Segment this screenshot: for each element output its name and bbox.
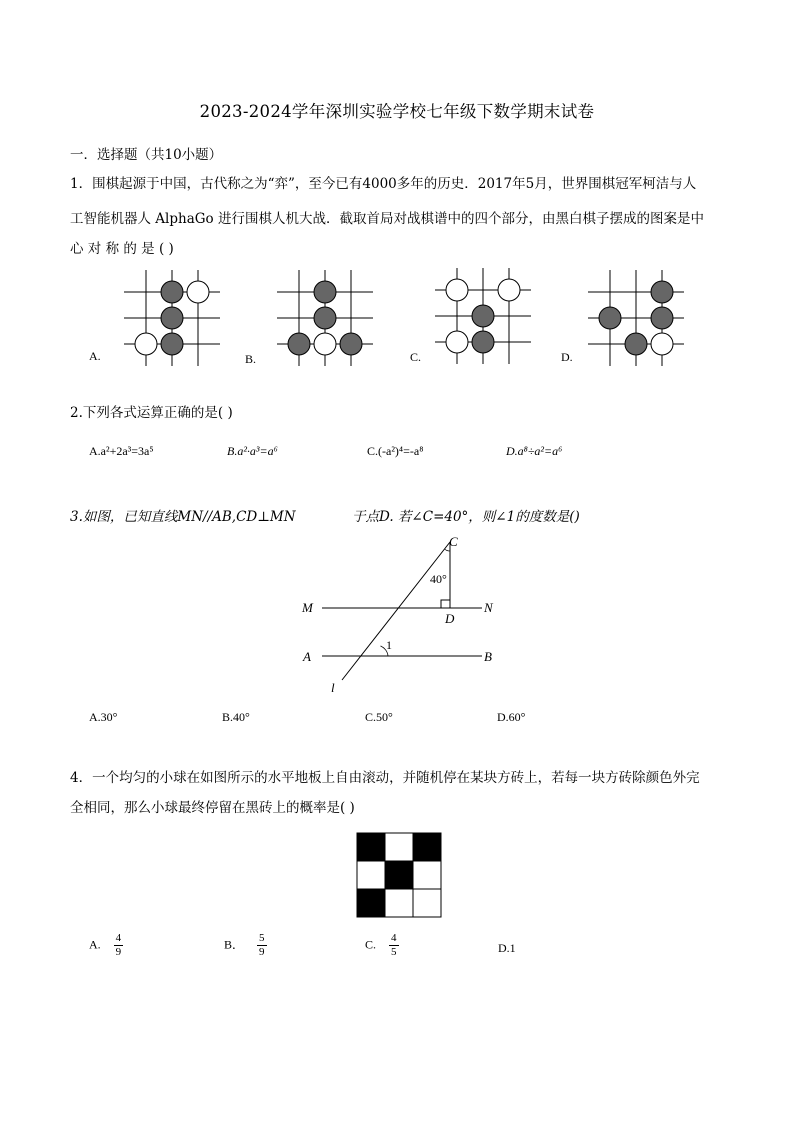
q4-line-1: 4．一个均匀的小球在如图所示的水平地板上自由滚动，并随机停在某块方砖上，若每一块方砖除颜色外完: [70, 770, 700, 786]
black-stone: [340, 333, 362, 355]
white-tile: [385, 889, 413, 917]
q2-option-b[interactable]: B.a²·a³=a⁶: [227, 444, 278, 458]
q1-option-a[interactable]: A.: [89, 349, 101, 363]
go-board-d: [588, 270, 684, 366]
numerator: 4: [115, 932, 122, 944]
black-stone: [472, 305, 494, 327]
label-n: N: [484, 600, 493, 615]
q1-option-d[interactable]: D.: [561, 350, 573, 364]
white-tile: [413, 861, 441, 889]
white-stone: [446, 331, 468, 353]
black-stone: [472, 331, 494, 353]
white-stone: [651, 333, 673, 355]
white-stone: [446, 279, 468, 301]
go-board-b: [277, 270, 373, 366]
black-stone: [161, 307, 183, 329]
label-m: M: [302, 600, 313, 615]
q4-option-a-label: A.: [89, 937, 101, 952]
label-40-degree: 40°: [430, 572, 447, 586]
white-tile: [385, 833, 413, 861]
black-stone: [288, 333, 310, 355]
q3-option-a[interactable]: A.30°: [89, 710, 118, 724]
white-stone: [314, 333, 336, 355]
go-board-c: [435, 268, 531, 364]
label-l: l: [331, 680, 335, 695]
q4-option-c[interactable]: [365, 932, 399, 959]
denominator: 5: [391, 946, 397, 958]
label-b: B: [484, 649, 492, 664]
black-stone: [314, 307, 336, 329]
black-stone: [161, 333, 183, 355]
black-stone: [651, 281, 673, 303]
q1-option-b[interactable]: B.: [245, 352, 257, 366]
q4-option-b[interactable]: [224, 932, 267, 959]
go-board-a: [124, 270, 220, 366]
q4-option-a[interactable]: [89, 932, 123, 959]
q3-option-d[interactable]: D.60°: [497, 710, 526, 724]
white-stone: [498, 279, 520, 301]
q1-line-1: 1．围棋起源于中国，古代称之为“弈”，至今已有4000多年的历史．2017年5月，世界围棋冠军柯洁与人: [70, 176, 697, 192]
right-angle-mark: [441, 600, 450, 608]
go-board-figures: [0, 260, 794, 370]
white-stone: [135, 333, 157, 355]
q1-line-2: 工智能机器人 AlphaGo 进行围棋人机大战．截取首局对战棋谱中的四个部分，由黑白棋子摆成的图案是中: [70, 211, 704, 227]
black-stone: [625, 333, 647, 355]
black-tile: [357, 889, 385, 917]
q3-stem-part-2: 于点D. 若∠C=40°，则∠1的度数是(): [352, 509, 580, 525]
q2-option-d[interactable]: D.a⁸÷a²=a⁶: [506, 444, 563, 458]
black-stone: [599, 307, 621, 329]
white-tile: [357, 861, 385, 889]
black-tile: [357, 833, 385, 861]
q3-stem-part-1: 3.如图，已知直线MN//AB,CD⊥MN: [70, 509, 296, 525]
black-tile: [413, 833, 441, 861]
section-heading: 一．选择题（共10小题）: [70, 147, 223, 163]
label-a: A: [303, 649, 311, 664]
q4-option-b-fraction: [257, 932, 267, 959]
black-stone: [651, 307, 673, 329]
q4-option-c-label: C.: [365, 937, 377, 952]
q4-line-2: 全相同，那么小球最终停留在黑砖上的概率是( ): [70, 800, 355, 816]
label-angle-1: 1: [386, 638, 392, 652]
q4-option-d[interactable]: D.1: [498, 941, 516, 955]
q1-option-c[interactable]: C.: [410, 350, 422, 364]
angle-c-arc: [445, 549, 451, 551]
q3-option-c[interactable]: C.50°: [365, 710, 393, 724]
q4-option-b-label: B．: [224, 937, 245, 952]
q4-option-a-fraction: [114, 932, 124, 959]
label-c: C: [449, 534, 458, 549]
page-title: 2023-2024学年深圳实验学校七年级下数学期末试卷: [199, 102, 595, 121]
white-stone: [187, 281, 209, 303]
label-d: D: [445, 611, 455, 626]
parallel-lines-figure: [290, 528, 520, 698]
q4-option-c-fraction: [389, 932, 399, 959]
numerator: 4: [391, 932, 397, 944]
numerator: 5: [259, 932, 265, 944]
q3-option-b[interactable]: B.40°: [222, 710, 250, 724]
q1-line-3: 心 对 称 的 是 ( ): [70, 241, 174, 257]
denominator: 9: [259, 946, 265, 958]
line-l: [342, 542, 450, 680]
tile-grid: [356, 832, 444, 920]
white-tile: [413, 889, 441, 917]
q2-option-a[interactable]: A.a²+2a³=3a⁵: [89, 444, 154, 458]
black-tile: [385, 861, 413, 889]
q2-option-c[interactable]: C.(-a²)⁴=-a⁸: [367, 444, 424, 458]
denominator: 9: [115, 946, 122, 958]
q2-stem: 2.下列各式运算正确的是( ): [70, 405, 233, 421]
black-stone: [161, 281, 183, 303]
black-stone: [314, 281, 336, 303]
